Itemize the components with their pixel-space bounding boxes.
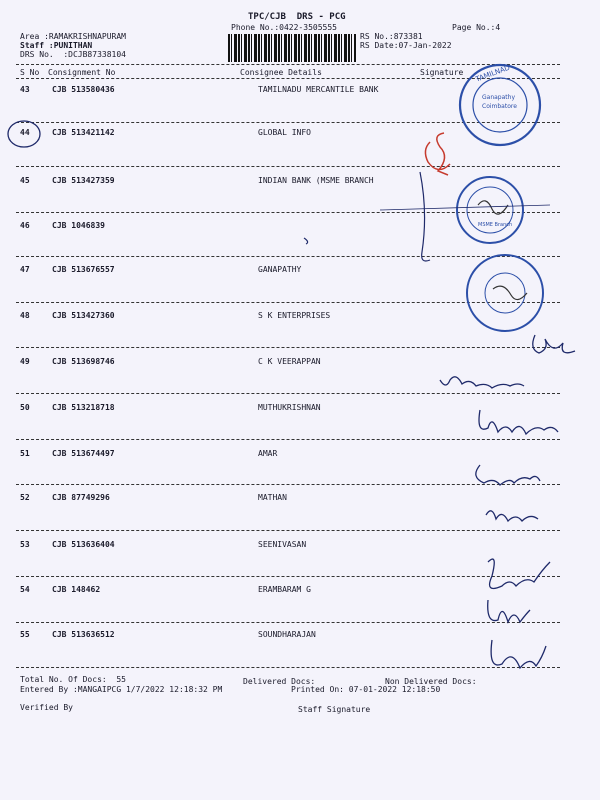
page-number: Page No.:4 — [452, 23, 501, 32]
row-consignment: CJB 513636404 — [52, 540, 115, 549]
svg-text:MSME Branch: MSME Branch — [478, 222, 513, 228]
row-sno: 50 — [20, 403, 30, 412]
row-consignee: S K ENTERPRISES — [258, 311, 331, 320]
svg-text:TAMILNAD: TAMILNAD — [474, 63, 512, 84]
signature-soundharajan — [491, 640, 546, 668]
col-header-consignee: Consignee Details — [240, 68, 322, 77]
insurance-corp-stamp — [467, 255, 543, 331]
rs-date: RS Date:07-Jan-2022 — [360, 41, 452, 50]
signature-amar — [476, 465, 540, 485]
col-header-consignment: Consignment No — [48, 68, 116, 77]
signature-muthukrishnan — [479, 410, 558, 434]
row-consignee: MUTHUKRISHNAN — [258, 403, 321, 412]
row-consignee: TAMILNADU MERCANTILE BANK — [258, 85, 379, 94]
signature-seenivasan — [488, 559, 550, 588]
row-consignment: CJB 513427359 — [52, 176, 115, 185]
signature-49 — [533, 335, 575, 353]
staff-signature: Staff Signature — [298, 705, 371, 714]
row-consignment: CJB 513674497 — [52, 449, 115, 458]
barcode-image — [228, 34, 356, 62]
svg-text:Ganapathy: Ganapathy — [482, 94, 515, 101]
row-sno: 48 — [20, 311, 30, 320]
verified-by: Verified By — [20, 703, 73, 712]
document-title: TPC/CJB DRS - PCG — [248, 12, 346, 22]
drs-number: DRS No. :DCJB87338104 — [20, 50, 126, 59]
divider — [16, 667, 560, 668]
divider — [16, 347, 560, 348]
divider — [16, 78, 560, 79]
row-consignment: CJB 513218718 — [52, 403, 115, 412]
divider — [16, 439, 560, 440]
signature-mathan — [486, 511, 538, 521]
divider — [16, 622, 560, 623]
divider — [16, 166, 560, 167]
row-sno: 45 — [20, 176, 30, 185]
bank-seal-stamp — [460, 64, 540, 145]
row-consignee: ERAMBARAM G — [258, 585, 311, 594]
divider — [16, 302, 560, 303]
row-sno: 47 — [20, 265, 30, 274]
row-consignee: SOUNDHARAJAN — [258, 630, 316, 639]
row-consignee: MATHAN — [258, 493, 287, 502]
divider — [16, 484, 560, 485]
row-sno: 49 — [20, 357, 30, 366]
total-docs: Total No. Of Docs: 55 — [20, 675, 126, 684]
row-sno: 55 — [20, 630, 30, 639]
row-sno: 44 — [20, 128, 30, 137]
row-consignee: GLOBAL INFO — [258, 128, 311, 137]
row-consignment: CJB 513427360 — [52, 311, 115, 320]
row-sno: 54 — [20, 585, 30, 594]
row-consignee: GANAPATHY — [258, 265, 302, 274]
row-consignee: C K VEERAPPAN — [258, 357, 321, 366]
divider — [16, 530, 560, 531]
signature-stroke — [420, 172, 430, 261]
signature-veerappan — [440, 377, 524, 388]
divider — [16, 212, 560, 213]
divider — [16, 122, 560, 123]
row-consignment: CJB 148462 — [52, 585, 101, 594]
row-consignment: CJB 513698746 — [52, 357, 115, 366]
row-consignee: SEENIVASAN — [258, 540, 307, 549]
row-consignment: CJB 513636512 — [52, 630, 115, 639]
row-consignee: INDIAN BANK (MSME BRANCH — [258, 176, 374, 185]
phone-number: Phone No.:0422-3505555 — [231, 23, 337, 32]
row-consignee: AMAR — [258, 449, 278, 458]
row-consignment: CJB 87749296 — [52, 493, 110, 502]
divider — [16, 64, 560, 65]
staff-label: Staff :PUNITHAN — [20, 41, 93, 50]
row-consignment: CJB 1046839 — [52, 221, 105, 230]
divider — [16, 256, 560, 257]
row-sno: 53 — [20, 540, 30, 549]
red-pen-mark — [425, 133, 450, 175]
svg-text:Coimbatore: Coimbatore — [482, 103, 517, 110]
rs-number: RS No.:873381 — [360, 32, 423, 41]
non-delivered-docs: Non Delivered Docs: — [385, 677, 477, 686]
divider — [16, 576, 560, 577]
col-header-sno: S No — [20, 68, 40, 77]
entered-by: Entered By :MANGAIPCG 1/7/2022 12:18:32 PM — [20, 685, 223, 694]
row-consignment: CJB 513580436 — [52, 85, 115, 94]
printed-on: Printed On: 07-01-2022 12:18:50 — [291, 685, 441, 694]
row-consignment: CJB 513421142 — [52, 128, 115, 137]
delivered-docs: Delivered Docs: — [243, 677, 316, 686]
col-header-signature: Signature — [420, 68, 464, 77]
row-sno: 46 — [20, 221, 30, 230]
row-sno: 51 — [20, 449, 30, 458]
row-sno: 43 — [20, 85, 30, 94]
signature-erambaram — [488, 600, 530, 622]
divider — [16, 393, 560, 394]
indian-bank-stamp — [457, 177, 523, 243]
row-sno: 52 — [20, 493, 30, 502]
area-label: Area :RAMAKRISHNAPURAM — [20, 32, 126, 41]
row-consignment: CJB 513676557 — [52, 265, 115, 274]
